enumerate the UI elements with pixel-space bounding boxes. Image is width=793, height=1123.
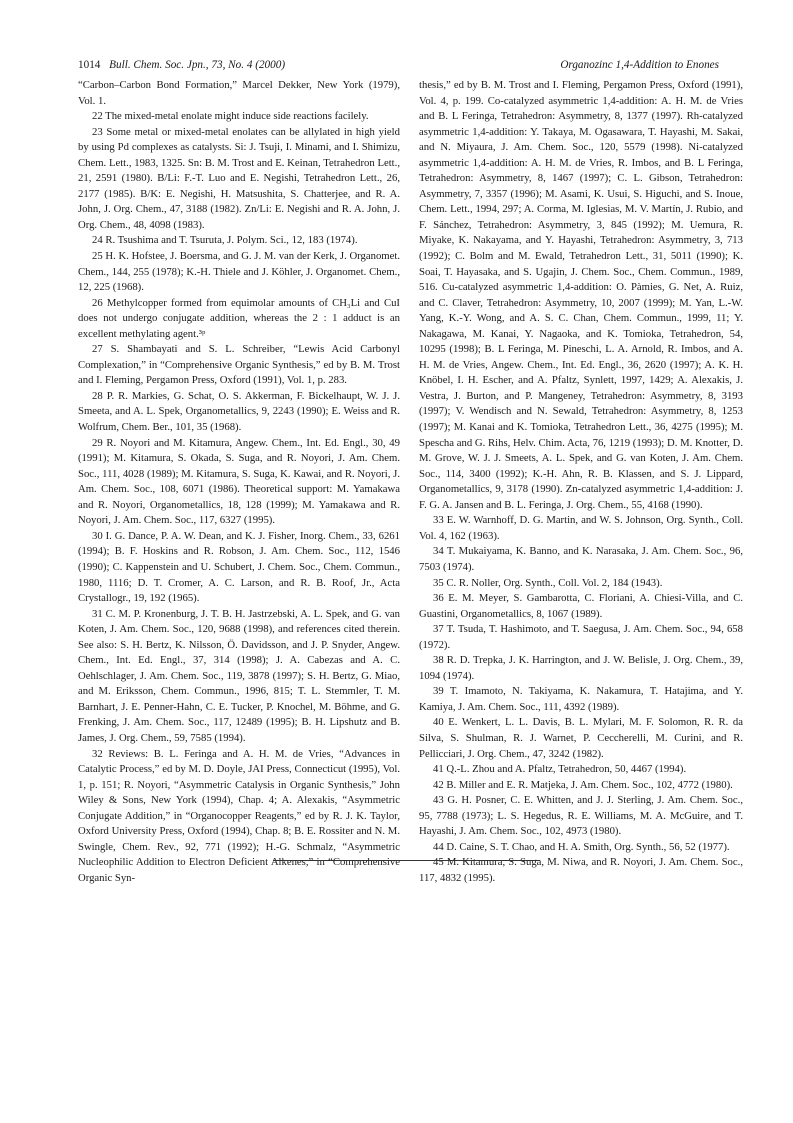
reference-entry: 34 T. Mukaiyama, K. Banno, and K. Narasaka, J. Am. Chem. Soc., 96, 7503 (1974). — [419, 545, 743, 573]
reference-entry: 36 E. M. Meyer, S. Gambarotta, C. Floriani, A. Chiesi-Villa, and C. Guastini, Organometallics, 8, 1067 (1989). — [419, 592, 743, 620]
reference-entry: 39 T. Imamoto, N. Takiyama, K. Nakamura, T. Hatajima, and Y. Kamiya, J. Am. Chem. Soc., 111, 4392 (1989). — [419, 685, 743, 713]
reference-entry: 32 Reviews: B. L. Feringa and A. H. M. de Vries, “Advances in Catalytic Process,” ed by M. D. Doyle, JAI Press, Connecticut (1995), Vol. 1, p. 151; R. Noyori, “Asymmetric Catalysis in Organic Synthesis,” John Wiley & Sons, New York (1994), Chap. 4; A. Alexakis, “Asymmetric Conjugate Addition,” in “Organocopper Reagents,” ed by R. J. K. Taylor, Oxford University Press, Oxford (1994), Chap. 8; B. E. Rossiter and N. M. Swingle, Chem. Rev., 92, 771 (1992); H.-G. Schmalz, “Asymmetric Nucleophilic Addition to Electron Deficient Alkenes,” in “Comprehensive Organic Syn- — [78, 747, 400, 884]
reference-entry: 33 E. W. Warnhoff, D. G. Martin, and W. S. Johnson, Org. Synth., Coll. Vol. 4, 162 (1963). — [419, 514, 743, 542]
reference-entry: 26 Methylcopper formed from equimolar amounts of CH₃Li and CuI does not undergo conjugate addition, whereas the 2 : 1 adduct is an excellent methylating agent.³ᵖ — [78, 296, 400, 340]
reference-entry: 35 C. R. Noller, Org. Synth., Coll. Vol. 2, 184 (1943). — [433, 576, 663, 589]
reference-entry: 38 R. D. Trepka, J. K. Harrington, and J. W. Belisle, J. Org. Chem., 39, 1094 (1974). — [419, 654, 743, 682]
reference-entry: 30 I. G. Dance, P. A. W. Dean, and K. J. Fisher, Inorg. Chem., 33, 6261 (1994); B. F. Hoskins and R. Robson, J. Am. Chem. Soc., 112, 1546 (1990); C. Kappenstein and U. Schubert, J. Chem. Soc., Chem. Commun., 1980, 1116; D. T. Cromer, A. C. Larson, and R. B. Roof, Jr., Acta Crystallogr., 19, 192 (1965). — [78, 529, 400, 605]
reference-entry: 27 S. Shambayati and S. L. Schreiber, “Lewis Acid Carbonyl Complexation,” in “Comprehensive Organic Synthesis,” ed by B. M. Trost and I. Fleming, Pergamon Press, Oxford (1991), Vol. 1, p. 283. — [78, 343, 400, 387]
running-header — [78, 58, 719, 72]
header-left — [78, 58, 285, 72]
end-rule — [273, 860, 540, 861]
reference-entry: 44 D. Caine, S. T. Chao, and H. A. Smith, Org. Synth., 56, 52 (1977). — [433, 840, 730, 853]
reference-entry: thesis,” ed by B. M. Trost and I. Fleming, Pergamon Press, Oxford (1991), Vol. 4, p. 199. Co-catalyzed asymmetric 1,4-addition: A. H. M. de Vries and B. L Feringa, Tetrahedron: Asymmetry, 8, 1377 (1997). Rh-catalyzed asymmetric 1,4-addition: Y. Takaya, M. Ogasawara, T. Hayashi, M. Sakai, and N. Miyaura, J. Am. Chem. Soc., 120, 5579 (1998). Ni-catalyzed asymmetric 1,4-addition: A. H. M. de Vries, R. Imbos, and B. L Feringa, Tetrahedron: Asymmetry, 8, 1467 (1997); C. L. Gibson, Tetrahedron: Asymmetry, 7, 3357 (1996); M. Asami, K. Usui, S. Higuchi, and S. Inoue, Chem. Lett., 1994, 297; A. Corma, M. Iglesias, M. V. Martín, J. Rubio, and F. Sánchez, Tetrahedron: Asymmetry, 3, 845 (1992); M. Uemura, R. Miyake, K. Nakayama, and Y. Hayashi, Tetrahedron: Asymmetry, 3, 713 (1992); C. Bolm and M. Ewald, Tetrahedron Lett., 31, 5011 (1990); K. Soai, T. Hayasaka, and S. Ugajin, J. Chem. Soc., Chem. Commun., 1989, 516. Cu-catalyzed asymmetric 1,4-addition: O. Pàmies, G. Net, A. Ruiz, and C. Claver, Tetrahedron: Asymmetry, 10, 2007 (1999); M. Yan, L.-W. Yang, K.-Y. Wong, and A. S. C. Chan, Chem. Commun., 1999, 11; Y. Nakagawa, M. Kanai, Y. Nagaoka, and K. Tomioka, Tetrahedron, 54, 10295 (1998); B. L Feringa, M. Pineschi, L. A. Arnold, R. Imbos, and A. H. M. de Vries, Angew. Chem., Int. Ed. Engl., 36, 2620 (1997); A. K. H. Knöbel, I. H. Escher, and A. Pfaltz, Synlett, 1997, 1429; A. Alexakis, J. Vestra, J. Burton, and P. Mangeney, Tetrahedron: Asymmetry, 8, 3193 (1997); V. Wendisch and N. Sewald, Tetrahedron: Asymmetry, 8, 1253 (1997); M. Kanai and K. Tomioka, Tetrahedron Lett., 36, 4275 (1995); M. Spescha and G. Rihs, Helv. Chim. Acta, 76, 1219 (1993); D. M. Knotter, D. M. Grove, W. J. J. Smeets, A. L. Spek, and G. van Koten, J. Am. Chem. Soc., 114, 3400 (1992); K.-H. Ahn, R. B. Klassen, and S. J. Lippard, Organometallics, 9, 3178 (1990). Zn-catalyzed asymmetric 1,4-addition: J. F. G. A. Jansen and B. L. Feringa, J. Org. Chem., 55, 4168 (1990). — [419, 79, 743, 511]
reference-entry: 24 R. Tsushima and T. Tsuruta, J. Polym. Sci., 12, 183 (1974). — [92, 234, 358, 247]
reference-entry: 42 B. Miller and E. R. Matjeka, J. Am. Chem. Soc., 102, 4772 (1980). — [433, 778, 733, 791]
reference-entry: 45 M. Kitamura, S. Suga, M. Niwa, and R. Noyori, J. Am. Chem. Soc., 117, 4832 (1995). — [419, 856, 743, 884]
reference-entry: 22 The mixed-metal enolate might induce side reactions facilely. — [92, 110, 369, 123]
reference-entry: 37 T. Tsuda, T. Hashimoto, and T. Saegusa, J. Am. Chem. Soc., 94, 658 (1972). — [419, 623, 743, 651]
reference-entry: 41 Q.-L. Zhou and A. Pfaltz, Tetrahedron, 50, 4467 (1994). — [433, 763, 687, 776]
right-column — [419, 78, 743, 886]
reference-entry: 23 Some metal or mixed-metal enolates can be allylated in high yield by using Pd complexes as catalysts. Si: J. Tsuji, I. Minami, and I. Shimizu, Chem. Lett., 1983, 1325. Sn: B. M. Trost and E. Keinan, Tetrahedron Lett., 21, 2591 (1980). B/Li: F.-T. Luo and E. Negishi, Tetrahedron Lett., 26, 2177 (1985). B/K: E. Negishi, H. Matsushita, S. Chatterjee, and R. A. John, J. Org. Chem., 47, 3188 (1982). Zn/Li: E. Negishi and R. A. John, J. Org. Chem., 48, 4098 (1983). — [78, 125, 400, 231]
reference-entry: 43 G. H. Posner, C. E. Whitten, and J. J. Sterling, J. Am. Chem. Soc., 95, 7788 (1973); L. S. Hegedus, R. E. Williams, M. A. McGuire, and T. Hayashi, J. Am. Chem. Soc., 102, 4973 (1980). — [419, 794, 743, 838]
journal-citation: Bull. Chem. Soc. Jpn., 73, No. 4 (2000) — [109, 59, 286, 71]
reference-entry: 40 E. Wenkert, L. L. Davis, B. L. Mylari, M. F. Solomon, R. R. da Silva, S. Shulman, R. J. Warnet, P. Ceccherelli, M. Curini, and R. Pellicciari, J. Org. Chem., 47, 3242 (1982). — [419, 716, 743, 760]
reference-entry: 29 R. Noyori and M. Kitamura, Angew. Chem., Int. Ed. Engl., 30, 49 (1991); M. Kitamura, S. Okada, S. Suga, and R. Noyori, J. Am. Chem. Soc., 111, 4028 (1989); M. Kitamura, S. Suga, K. Kawai, and R. Noyori, J. Am. Chem. Soc., 108, 6071 (1986). Theoretical support: M. Yamakawa and R. Noyori, Organometallics, 18, 128 (1999); M. Yamakawa and R. Noyori, J. Am. Chem. Soc., 117, 6327 (1995). — [78, 436, 400, 527]
page-number: 1014 — [78, 59, 101, 71]
reference-entry: “Carbon–Carbon Bond Formation,” Marcel Dekker, New York (1979), Vol. 1. — [78, 79, 400, 107]
running-title: Organozinc 1,4-Addition to Enones — [560, 59, 719, 71]
left-column — [78, 78, 400, 886]
reference-entry: 31 C. M. P. Kronenburg, J. T. B. H. Jastrzebski, A. L. Spek, and G. van Koten, J. Am. Chem. Soc., 120, 9688 (1998), and references cited therein. See also: S. H. Bertz, K. Nilsson, Ö. Davidsson, and J. P. Snyder, Angew. Chem., Int. Ed. Engl., 37, 314 (1998); J. A. Cabezas and A. C. Oehlschlager, J. Am. Chem. Soc., 119, 3878 (1997); S. H. Bertz, G. Miao, and M. Eriksson, Chem. Commun., 1996, 815; T. L. Stemmler, T. M. Barnhart, J. E. Penner-Hahn, C. E. Tucker, P. Knochel, M. Böhme, and G. Frenking, J. Am. Chem. Soc., 117, 12489 (1995); B. H. Lipshutz and B. James, J. Org. Chem., 59, 7585 (1994). — [78, 607, 400, 744]
reference-entry: 25 H. K. Hofstee, J. Boersma, and G. J. M. van der Kerk, J. Organomet. Chem., 144, 255 (1978); K.-H. Thiele and J. Köhler, J. Organomet. Chem., 12, 225 (1968). — [78, 250, 400, 294]
reference-entry: 28 P. R. Markies, G. Schat, O. S. Akkerman, F. Bickelhaupt, W. J. J. Smeeta, and A. L. Spek, Organometallics, 9, 2243 (1990); E. Weiss and R. Wolfrum, Chem. Ber., 101, 35 (1968). — [78, 389, 400, 434]
